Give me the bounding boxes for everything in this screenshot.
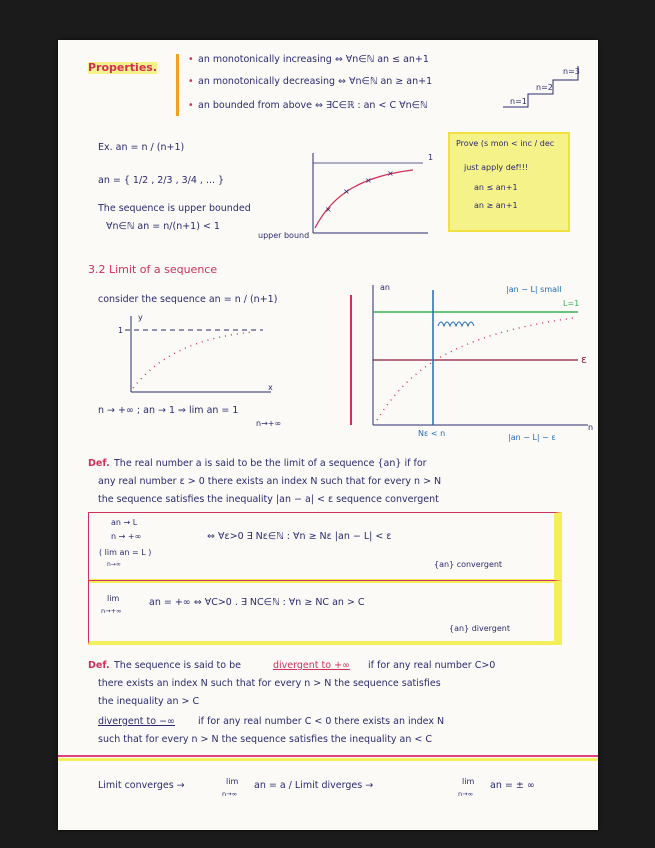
summary-top-highlight bbox=[58, 758, 598, 761]
convergent-box bbox=[88, 512, 562, 583]
svg-text:×: × bbox=[387, 169, 394, 178]
epsilon-label: ε bbox=[581, 353, 587, 366]
prove-line-1: just apply def!!! bbox=[464, 163, 529, 172]
property-decreasing: an monotonically decreasing ⇔ ∀n∈ℕ an ≥ an+1 bbox=[198, 76, 433, 87]
prove-box bbox=[448, 132, 570, 232]
summary-mid: an = a / Limit diverges → bbox=[254, 780, 374, 791]
right-graph-an: an bbox=[380, 283, 390, 292]
def2-line-3: the inequality an > C bbox=[98, 696, 200, 707]
abs-eps-label: |an − L| − ε bbox=[508, 433, 556, 442]
summary-right: an = ± ∞ bbox=[490, 780, 535, 791]
bullet-1: • bbox=[188, 54, 194, 65]
limit-line: n → +∞ ; an → 1 ⇒ lim an = 1 bbox=[98, 405, 239, 416]
example-upper-bounded: The sequence is upper bounded bbox=[98, 203, 251, 214]
prove-line-2: an ≤ an+1 bbox=[474, 183, 518, 192]
def2-divergent-plus: divergent to +∞ bbox=[273, 660, 350, 671]
def2-line-1b: if for any real number C>0 bbox=[368, 660, 496, 671]
summary-lim-2-sub: n→∞ bbox=[458, 790, 473, 798]
summary-lim-1: lim bbox=[226, 777, 239, 786]
section-heading: 3.2 Limit of a sequence bbox=[88, 263, 218, 276]
def2-line-2: there exists an index N such that for every n > N the sequence satisfies bbox=[98, 678, 441, 689]
def1-line-3: the sequence satisfies the inequality |an − a| < ε sequence convergent bbox=[98, 494, 439, 505]
limit-graph-right bbox=[363, 280, 593, 430]
n-epsilon-label: Nε < n bbox=[418, 429, 446, 438]
abs-small-label: |an − L| small bbox=[506, 285, 562, 294]
upper-bound-note: upper bound bbox=[258, 231, 310, 240]
example-sequence: an = { 1/2 , 2/3 , 3/4 , ... } bbox=[98, 175, 225, 186]
example-forall: ∀n∈ℕ an = n/(n+1) < 1 bbox=[106, 221, 220, 232]
graph-y-label: y bbox=[138, 313, 143, 322]
section-divider bbox=[350, 295, 352, 425]
def2-line-4: if for any real number C < 0 there exists an index N bbox=[198, 716, 445, 727]
divergent-box bbox=[88, 580, 562, 645]
div-tag: {an} divergent bbox=[449, 624, 511, 633]
consider-text: consider the sequence an = n / (n+1) bbox=[98, 294, 278, 305]
bullet-3: • bbox=[188, 100, 194, 111]
right-graph-n: n bbox=[588, 423, 594, 432]
conv-line-1: an → L bbox=[111, 518, 138, 527]
property-bounded: an bounded from above ⇔ ∃C∈ℝ : an < C ∀n∈ℕ bbox=[198, 100, 428, 111]
conv-tag: {an} convergent bbox=[434, 560, 503, 569]
example-graph-one: 1 bbox=[428, 153, 434, 162]
div-lim: lim bbox=[107, 594, 120, 603]
conv-line-3-sub: n→∞ bbox=[107, 561, 121, 568]
summary-lim-2: lim bbox=[462, 777, 475, 786]
summary-lim-1-sub: n→∞ bbox=[222, 790, 237, 798]
properties-divider bbox=[176, 54, 179, 116]
div-formula: an = +∞ ⇔ ∀C>0 . ∃ NC∈ℕ : ∀n ≥ NC an > C bbox=[149, 597, 365, 608]
svg-text:×: × bbox=[365, 176, 372, 185]
example-definition: Ex. an = n / (n+1) bbox=[98, 142, 185, 153]
summary-top-rule bbox=[58, 755, 598, 757]
bullet-2: • bbox=[188, 76, 194, 87]
prove-title: Prove (s mon < inc / dec bbox=[456, 139, 555, 148]
stair-label-3: n=3 bbox=[563, 67, 580, 76]
def2-divergent-minus: divergent to −∞ bbox=[98, 716, 175, 727]
limit-line-sub: n→+∞ bbox=[256, 419, 282, 428]
prove-line-3: an ≥ an+1 bbox=[474, 201, 518, 210]
def2-label: Def. bbox=[88, 660, 110, 671]
def1-line-1: The real number a is said to be the limit of a sequence {an} if for bbox=[114, 458, 427, 469]
limit-graph-left bbox=[113, 312, 273, 397]
example-graph bbox=[303, 148, 433, 238]
graph-x-label: x bbox=[268, 383, 273, 392]
notebook-page bbox=[58, 40, 598, 830]
def1-line-2: any real number ε > 0 there exists an index N such that for every n > N bbox=[98, 476, 442, 487]
property-increasing: an monotonically increasing ⇔ ∀n∈ℕ an ≤ an+1 bbox=[198, 54, 429, 65]
def2-line-5: such that for every n > N the sequence satisfies the inequality an < C bbox=[98, 734, 433, 745]
svg-text:×: × bbox=[325, 205, 332, 214]
def2-line-1a: The sequence is said to be bbox=[114, 660, 241, 671]
summary-left: Limit converges → bbox=[98, 780, 185, 791]
conv-formula: ⇔ ∀ε>0 ∃ Nε∈ℕ : ∀n ≥ Nε |an − L| < ε bbox=[207, 531, 392, 542]
stair-label-2: n=2 bbox=[536, 83, 553, 92]
stair-label-1: n=1 bbox=[510, 97, 527, 106]
L-label: L=1 bbox=[563, 299, 580, 308]
def1-label: Def. bbox=[88, 458, 110, 469]
div-lim-sub: n→+∞ bbox=[101, 607, 122, 615]
conv-line-2: n → +∞ bbox=[111, 532, 142, 541]
conv-line-3: ( lim an = L ) bbox=[99, 548, 152, 557]
graph-one-label: 1 bbox=[118, 326, 124, 335]
svg-text:×: × bbox=[343, 187, 350, 196]
properties-title: Properties. bbox=[88, 61, 158, 74]
